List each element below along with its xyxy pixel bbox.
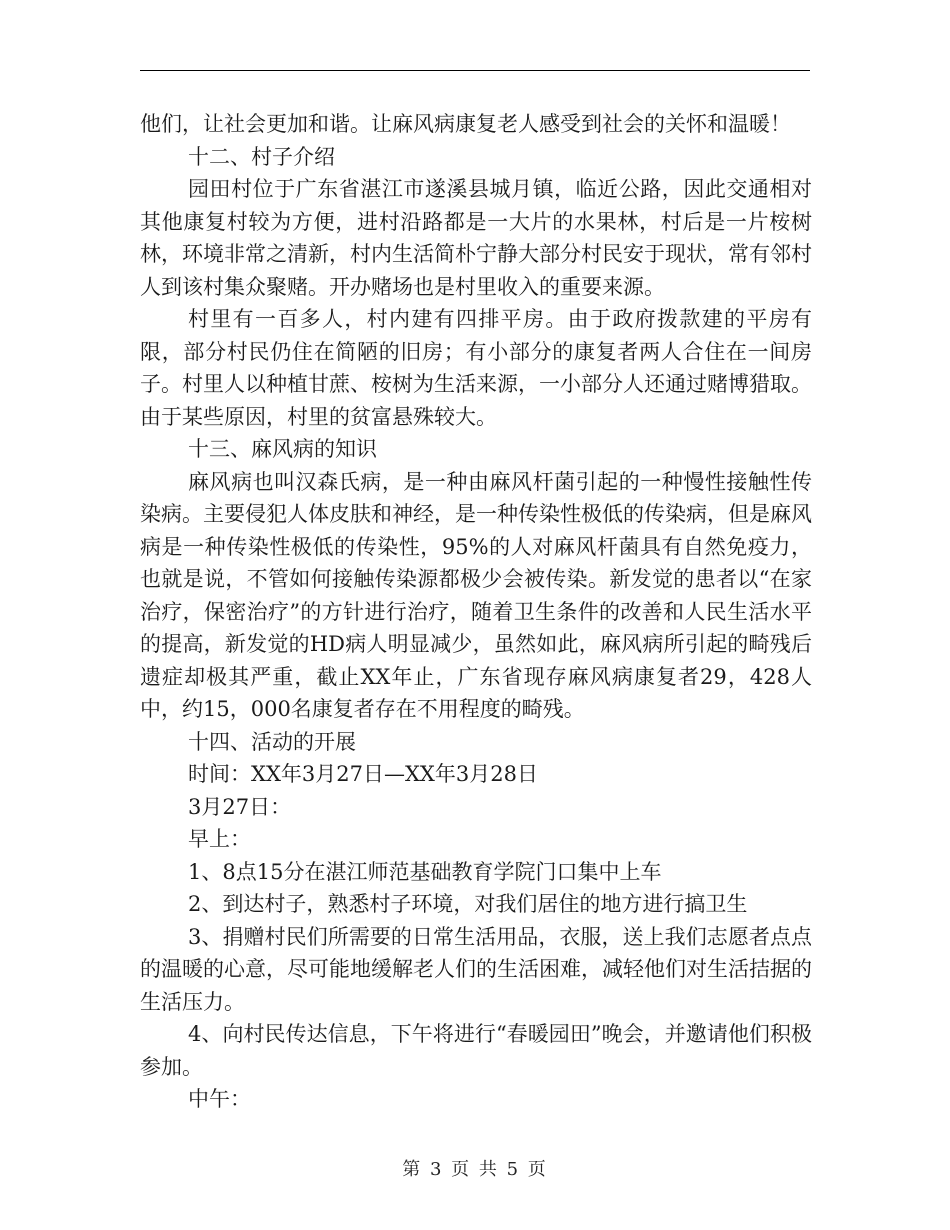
paragraph: 麻风病也叫汉森氏病，是一种由麻风杆菌引起的一种慢性接触性传染病。主要侵犯人体皮肤和神经，是一种传染性极低的传染病，但是麻风病是一种传染性极低的传染性，95%的人对麻风杆菌具有自然免疫力，也就是说，不管如何接触传染源都极少会被传染。新发觉的患者以“在家治疗，保密治疗”的方针进行治疗，随着卫生条件的改善和人民生活水平的提高，新发觉的HD病人明显减少，虽然如此，麻风病所引起的畸残后遗症却极其严重，截止XX年止，广东省现存麻风病康复者29，428人中，约15，000名康复者存在不用程度的畸残。: [140, 469, 812, 721]
section-heading: 十四、活动的开展: [188, 729, 356, 754]
list-item: 1、8点15分在湛江师范基础教育学院门口集中上车: [188, 859, 662, 884]
page-number: 第 3 页 共 5 页: [402, 1159, 548, 1180]
paragraph: 园田村位于广东省湛江市遂溪县城月镇，临近公路，因此交通相对其他康复村较为方便，进村沿路都是一大片的水果林，村后是一片桉树林，环境非常之清新，村内生活简朴宁静大部分村民安于现状，常有邻村人到该村集众聚赌。开办赌场也是村里收入的重要来源。: [140, 177, 812, 299]
header-rule: [140, 70, 810, 71]
list-item: 4、向村民传达信息，下午将进行“春暖园田”晚会，并邀请他们积极参加。: [140, 1022, 812, 1079]
list-item: 3、捐赠村民们所需要的日常生活用品，衣服，送上我们志愿者点点的温暖的心意，尽可能地缓解老人们的生活困难，减轻他们对生活拮据的生活压力。: [140, 924, 812, 1014]
document-body: [140, 108, 812, 1116]
paragraph: 早上：: [188, 827, 251, 851]
paragraph: 中午：: [188, 1087, 251, 1111]
section-heading: 十二、村子介绍: [188, 144, 335, 169]
list-item: 2、到达村子，熟悉村子环境，对我们居住的地方进行搞卫生: [188, 892, 748, 916]
section-heading: 十三、麻风病的知识: [188, 437, 377, 461]
paragraph: 3月27日：: [188, 794, 292, 819]
paragraph: 时间：XX年3月27日—XX年3月28日: [188, 762, 538, 786]
paragraph: 他们，让社会更加和谐。让麻风病康复老人感受到社会的关怀和温暖！: [140, 112, 791, 136]
paragraph: 村里有一百多人，村内建有四排平房。由于政府拨款建的平房有限，部分村民仍住在简陋的旧房；有小部分的康复者两人合住在一间房子。村里人以种植甘蔗、桉树为生活来源，一小部分人还通过赌博猎取。由于某些原因，村里的贫富悬殊较大。: [140, 307, 812, 429]
